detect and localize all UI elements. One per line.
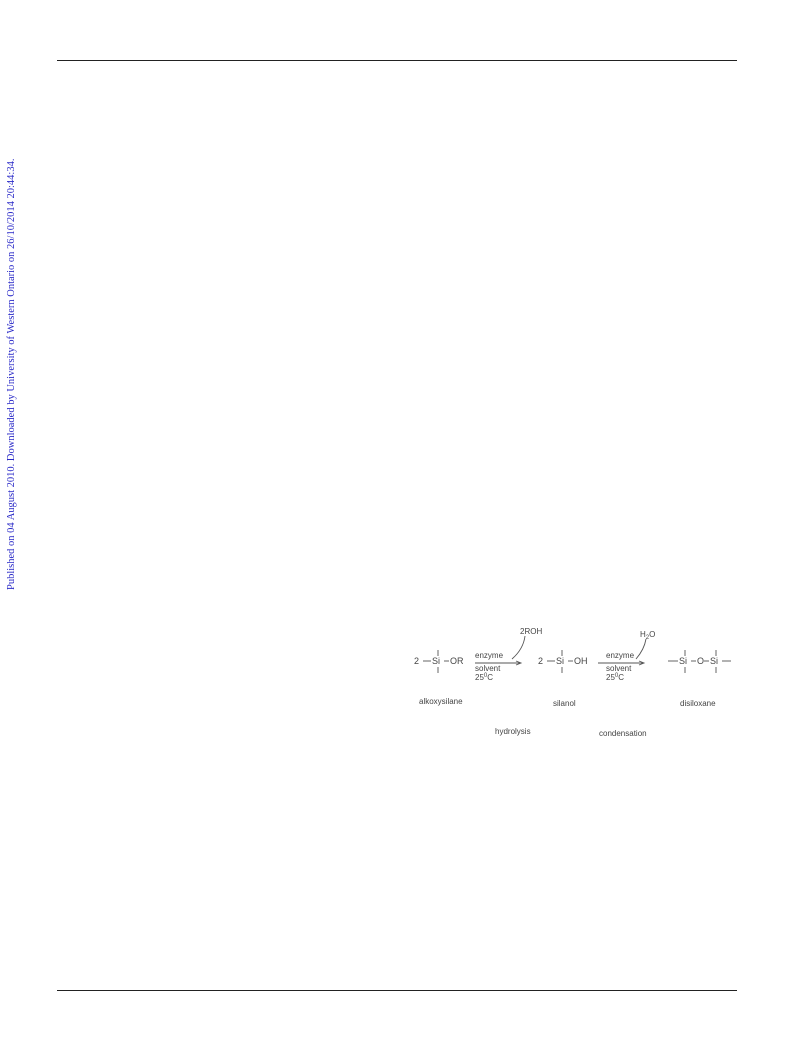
silicon-atom-3b: Si [710, 656, 719, 666]
hydroxyl-group: OH [574, 656, 588, 666]
reaction-scheme [400, 620, 740, 750]
header-rule [57, 60, 737, 61]
label-silanol: silanol [553, 699, 576, 708]
byproduct-curve-1 [512, 636, 525, 659]
byproduct-1: 2ROH [520, 627, 543, 636]
label-hydrolysis: hydrolysis [495, 727, 531, 736]
silicon-atom-2: Si [556, 656, 565, 666]
label-condensation: condensation [599, 729, 647, 738]
temperature-label-1: $25^0C$ [475, 673, 494, 682]
temperature-label-2: $25^0C$ [606, 673, 625, 682]
byproduct-2: $H_2O$ [640, 630, 656, 641]
coefficient-2: 2 [538, 656, 544, 666]
solvent-label-2: solvent [606, 664, 632, 673]
footer-rule [57, 990, 737, 991]
label-alkoxysilane: alkoxysilane [419, 697, 463, 706]
solvent-label-1: solvent [475, 664, 501, 673]
alkoxy-group: OR [450, 656, 464, 666]
label-disiloxane: disiloxane [680, 699, 716, 708]
download-watermark-link[interactable]: Published on 04 August 2010. Downloaded by University of Western Ontario on 26/10/2014 20:44:34. [6, 158, 17, 590]
silicon-atom-3a: Si [679, 656, 688, 666]
catalyst-label-2: enzyme [606, 651, 635, 660]
silicon-atom-1: Si [432, 656, 441, 666]
coefficient-1: 2 [414, 656, 420, 666]
bridging-oxygen: O [697, 656, 705, 666]
catalyst-label-1: enzyme [475, 651, 504, 660]
byproduct-curve-2 [636, 639, 646, 659]
